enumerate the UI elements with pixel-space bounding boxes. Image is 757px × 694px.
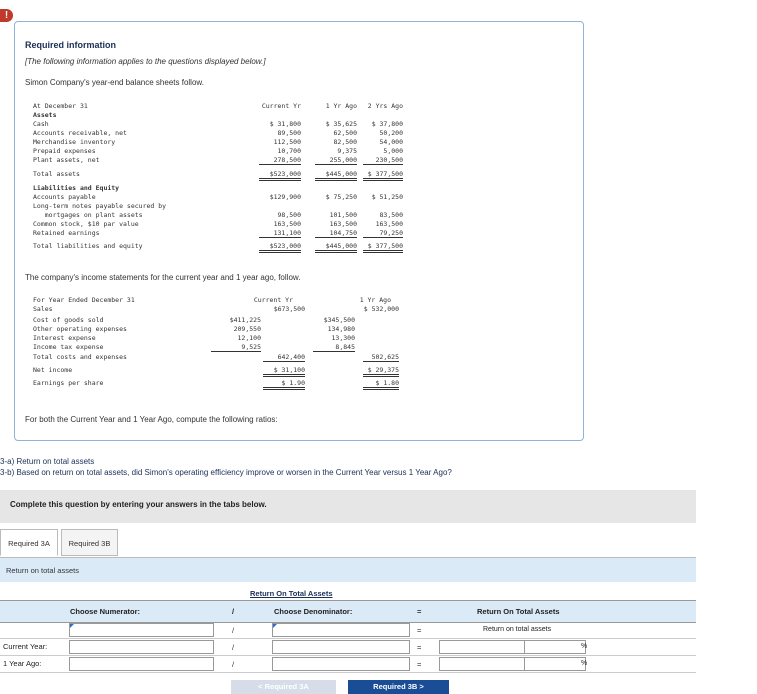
income-statement-header xyxy=(33,296,401,305)
is-row-value: 13,300 xyxy=(331,334,355,342)
grid-title: Return On Total Assets xyxy=(250,589,333,598)
equals-sign: = xyxy=(417,626,422,635)
row-label-current-year: Current Year: xyxy=(3,642,48,651)
tab-required-3a[interactable]: Required 3A xyxy=(0,529,58,556)
bs-row-value: 104,750 xyxy=(315,229,357,238)
bs-row-label: Plant assets, net xyxy=(33,156,100,164)
slash: / xyxy=(232,660,235,669)
bs-row-label: Total assets xyxy=(33,170,80,178)
balance-sheet-row xyxy=(33,147,401,156)
denominator-header: Choose Denominator: xyxy=(274,607,353,616)
prior-year-result-input[interactable] xyxy=(524,657,586,671)
current-year-denominator-input[interactable] xyxy=(272,640,410,654)
is-row-label: Earnings per share xyxy=(33,379,104,387)
instruction-text: Complete this question by entering your answers in the tabs below. xyxy=(10,500,267,509)
bs-row-value: $ 37,800 xyxy=(371,120,403,128)
grid-header-row xyxy=(0,600,696,623)
is-row-value: 8,845 xyxy=(313,343,355,352)
bs-row-value: $523,000 xyxy=(259,242,301,253)
result-subheader: Return on total assets xyxy=(483,626,552,633)
income-statement-row xyxy=(33,353,401,362)
row-label-prior-year: 1 Year Ago: xyxy=(3,659,42,668)
bs-header-prior: 1 Yr Ago xyxy=(325,102,357,110)
numerator-select-top[interactable] xyxy=(69,623,214,637)
is-header-current: Current Yr xyxy=(253,296,293,304)
tab-content-label: Return on total assets xyxy=(6,566,79,575)
income-statement-row xyxy=(33,343,401,352)
bs-row-value: $523,000 xyxy=(259,170,301,181)
bs-row-label: Merchandise inventory xyxy=(33,138,116,146)
bs-row-value: 230,500 xyxy=(363,156,403,165)
bs-row-value: 50,200 xyxy=(379,129,403,137)
ratios-prompt: For both the Current Year and 1 Year Ago, compute the following ratios: xyxy=(25,415,278,424)
is-header-label: For Year Ended December 31 xyxy=(33,296,135,304)
is-row-value: 209,550 xyxy=(233,325,261,333)
is-row-label: Net income xyxy=(33,366,73,374)
bs-row-value: 83,500 xyxy=(379,211,403,219)
grid-row-prior-year xyxy=(0,656,696,673)
is-row-value: $ 29,375 xyxy=(363,366,399,377)
bs-row-value: 163,500 xyxy=(375,220,403,228)
prev-required-3a-button[interactable]: < Required 3A xyxy=(231,680,336,694)
balance-sheet-row xyxy=(33,193,401,202)
is-row-value: $411,225 xyxy=(229,316,261,324)
balance-sheet-intro: Simon Company's year-end balance sheets follow. xyxy=(25,78,204,87)
numerator-header: Choose Numerator: xyxy=(70,607,141,616)
is-row-value: $ 532,000 xyxy=(363,305,399,313)
percent-unit: % xyxy=(581,643,588,650)
balance-sheet-row xyxy=(33,156,401,165)
balance-sheet-row xyxy=(33,242,401,251)
bs-row-label: Total liabilities and equity xyxy=(33,242,143,250)
balance-sheet-row xyxy=(33,220,401,229)
income-statement-row xyxy=(33,334,401,343)
balance-sheet-row xyxy=(33,211,401,220)
slash-header: / xyxy=(232,607,235,616)
equals-sign: = xyxy=(417,660,422,669)
balance-sheet-row xyxy=(33,120,401,129)
question-3b: 3-b) Based on return on total assets, did Simon's operating efficiency improve or worsen in the Current Year versus 1 Year Ago? xyxy=(0,468,452,477)
required-information-panel xyxy=(14,21,584,441)
bs-row-value: $ 35,625 xyxy=(325,120,357,128)
income-statement-row xyxy=(33,366,401,375)
current-year-result-input[interactable] xyxy=(524,640,586,654)
is-row-label: Other operating expenses xyxy=(33,325,127,333)
bs-row-value: 255,000 xyxy=(315,156,357,165)
is-row-label: Income tax expense xyxy=(33,343,104,351)
grid-row-current-year xyxy=(0,639,696,656)
bs-header-current: Current Yr xyxy=(261,102,301,110)
bs-row-value: $ 31,800 xyxy=(269,120,301,128)
income-statement-table xyxy=(33,296,401,391)
required-info-title: Required information xyxy=(25,40,117,50)
income-statement-row xyxy=(33,305,401,314)
is-row-value: 642,400 xyxy=(263,353,305,362)
bs-row-value: 62,500 xyxy=(333,129,357,137)
is-row-value: 9,525 xyxy=(211,343,261,352)
next-required-3b-button[interactable]: Required 3B > xyxy=(348,680,449,694)
bs-row-value: 98,500 xyxy=(277,211,301,219)
income-statement-intro: The company's income statements for the current year and 1 year ago, follow. xyxy=(25,273,301,282)
is-row-value: 134,980 xyxy=(327,325,355,333)
balance-sheet-row xyxy=(33,129,401,138)
is-row-label: Interest expense xyxy=(33,334,96,342)
bs-row-value: 79,250 xyxy=(363,229,403,238)
bs-row-value: $129,900 xyxy=(269,193,301,201)
tab-required-3b[interactable]: Required 3B xyxy=(61,529,118,556)
denominator-select-top[interactable] xyxy=(272,623,410,637)
bs-row-value: $ 377,500 xyxy=(363,170,403,181)
bs-row-value: 101,500 xyxy=(329,211,357,219)
bs-row-value: 82,500 xyxy=(333,138,357,146)
balance-sheet-table xyxy=(33,102,401,250)
equals-sign: = xyxy=(417,643,422,652)
equals-header: = xyxy=(417,607,422,616)
income-statement-row xyxy=(33,325,401,334)
balance-sheet-row xyxy=(33,229,401,238)
bs-row-value: 54,000 xyxy=(379,138,403,146)
is-row-value: $ 31,100 xyxy=(263,366,305,377)
bs-row-value: $ 377,500 xyxy=(363,242,403,253)
bs-row-label: Common stock, $10 par value xyxy=(33,220,139,228)
balance-sheet-row xyxy=(33,111,401,120)
percent-unit: % xyxy=(581,660,588,667)
prior-year-denominator-input[interactable] xyxy=(272,657,410,671)
bs-row-value: 163,500 xyxy=(329,220,357,228)
bs-row-value: 9,375 xyxy=(337,147,357,155)
bs-row-value: 5,000 xyxy=(383,147,403,155)
result-header: Return On Total Assets xyxy=(477,607,560,616)
bs-row-label: Liabilities and Equity xyxy=(33,184,120,192)
bs-row-value: 131,100 xyxy=(259,229,301,238)
bs-header-two-years: 2 Yrs Ago xyxy=(367,102,403,110)
slash: / xyxy=(232,643,235,652)
is-row-label: Total costs and expenses xyxy=(33,353,127,361)
is-header-prior: 1 Yr Ago xyxy=(359,296,391,304)
bs-row-label: mortgages on plant assets xyxy=(33,211,143,219)
is-row-label: Cost of goods sold xyxy=(33,316,104,324)
balance-sheet-row xyxy=(33,170,401,179)
alert-badge: ! xyxy=(0,9,13,22)
bs-row-label: Prepaid expenses xyxy=(33,147,96,155)
grid-subheader-row xyxy=(0,622,696,639)
balance-sheet-header xyxy=(33,102,401,111)
slash: / xyxy=(232,626,235,635)
bs-header-label: At December 31 xyxy=(33,102,88,110)
is-row-value: $345,500 xyxy=(323,316,355,324)
is-row-value: 502,625 xyxy=(363,353,399,362)
bs-row-value: 112,500 xyxy=(273,138,301,146)
bs-row-value: 278,500 xyxy=(259,156,301,165)
question-3a: 3-a) Return on total assets xyxy=(0,457,95,466)
bs-row-label: Long-term notes payable secured by xyxy=(33,202,167,210)
current-year-numerator-input[interactable] xyxy=(69,640,214,654)
bs-row-label: Cash xyxy=(33,120,49,128)
instruction-bar xyxy=(0,490,696,523)
tab-content-header xyxy=(0,557,696,582)
is-row-label: Sales xyxy=(33,305,53,313)
bs-row-value: $ 75,250 xyxy=(325,193,357,201)
bs-row-value: 10,700 xyxy=(277,147,301,155)
is-row-value: $673,500 xyxy=(273,305,305,313)
income-statement-row xyxy=(33,379,401,388)
is-row-value: $ 1.80 xyxy=(363,379,399,390)
bs-row-value: $445,000 xyxy=(315,170,357,181)
bs-row-label: Assets xyxy=(33,111,57,119)
bs-row-label: Accounts payable xyxy=(33,193,96,201)
balance-sheet-row xyxy=(33,184,401,193)
bs-row-label: Accounts receivable, net xyxy=(33,129,127,137)
is-row-value: 12,100 xyxy=(237,334,261,342)
bs-row-value: $ 51,250 xyxy=(371,193,403,201)
required-info-note: [The following information applies to the questions displayed below.] xyxy=(25,57,266,66)
is-row-value: $ 1.90 xyxy=(263,379,305,390)
bs-row-label: Retained earnings xyxy=(33,229,100,237)
bs-row-value: 163,500 xyxy=(273,220,301,228)
balance-sheet-row xyxy=(33,202,401,211)
prior-year-numerator-input[interactable] xyxy=(69,657,214,671)
income-statement-row xyxy=(33,316,401,325)
balance-sheet-row xyxy=(33,138,401,147)
bs-row-value: 89,500 xyxy=(277,129,301,137)
bs-row-value: $445,000 xyxy=(315,242,357,253)
